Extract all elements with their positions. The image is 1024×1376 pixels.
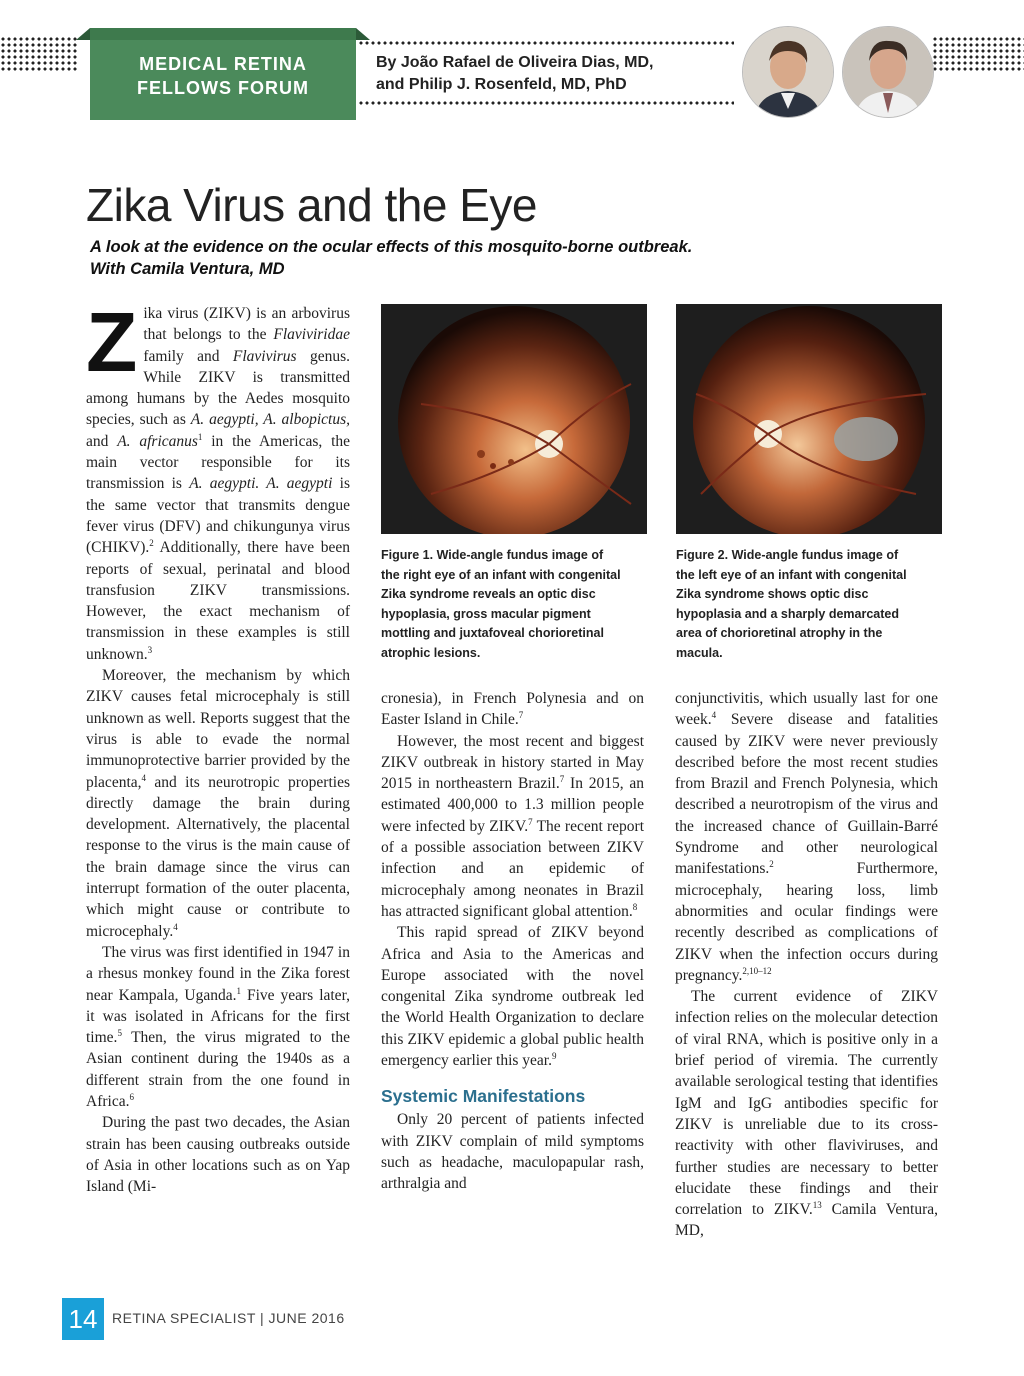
article-subtitle	[90, 236, 692, 280]
section-tab-top	[90, 28, 356, 40]
paragraph: During the past two decades, the Asian strain has been causing outbreaks outside of Asia in other locations such as on Yap Island (Mi-	[86, 1114, 350, 1196]
paragraph: cronesia), in French Polynesia and on Easter Island in Chile.$^7$	[381, 690, 644, 729]
body-column-3	[675, 688, 938, 1242]
article-title: Zika Virus and the Eye	[86, 179, 537, 231]
header-dot-line-bottom	[358, 100, 734, 106]
caption-line: Figure 1. Wide-angle fundus image of	[381, 548, 604, 562]
page-number: 14	[62, 1298, 104, 1340]
caption-line: hypoplasia and a sharply demarcated	[676, 606, 899, 621]
section-tab	[90, 40, 356, 120]
footer-publication: RETINA SPECIALIST | JUNE 2016	[112, 1310, 345, 1326]
section-tab-fold-right	[356, 28, 370, 40]
section-tab-fold-left	[76, 28, 90, 40]
section-tab-line1: MEDICAL RETINA	[139, 54, 307, 74]
paragraph: This rapid spread of ZIKV beyond Africa and Asia to the Americas and Europe associated with the novel congenital Zika syndrome outbreak led the World Health Organization to declare this ZIKV epidemic a global public health emergency earlier this year.$^9$	[381, 924, 644, 1070]
figure-2-fundus-image	[676, 304, 942, 534]
caption-line: macula.	[676, 645, 723, 660]
article-deck: A look at the evidence on the ocular effects of this mosquito-borne outbreak.	[90, 238, 693, 256]
caption-line: atrophic lesions.	[381, 645, 481, 660]
caption-line: mottling and juxtafoveal chorioretinal	[381, 626, 604, 640]
caption-line: the right eye of an infant with congenital	[381, 567, 621, 582]
caption-line: hypoplasia, gross macular pigment	[381, 606, 591, 621]
author-portrait-1	[742, 26, 834, 118]
figure-1-fundus-image	[381, 304, 647, 534]
paragraph: Only 20 percent of patients infected with ZIKV complain of mild symptoms such as headache, maculopapular rash, arthralgia and	[381, 1111, 644, 1193]
caption-line: area of chorioretinal atrophy in the	[676, 626, 883, 640]
byline	[376, 52, 653, 96]
byline-line1: By João Rafael de Oliveira Dias, MD,	[376, 54, 654, 71]
caption-line: Zika syndrome reveals an optic disc	[381, 587, 596, 601]
figure-2-caption	[676, 546, 942, 663]
drop-cap: Z	[86, 295, 138, 389]
body-column-1	[86, 295, 351, 1197]
header-dot-pattern-left	[0, 36, 78, 72]
paragraph: However, the most recent and biggest ZIKV outbreak in history started in May 2015 in northeastern Brazil.$^7$ In 2015, an estimated 400,000 to 1.3 million people were infected by ZIKV.$^7$ The recent report of a possible association between ZIKV infection and an epidemic of microcephaly among neonates in Brazil has attracted significant global attention.$^8$	[381, 732, 645, 920]
caption-line: Figure 2. Wide-angle fundus image of	[676, 548, 899, 562]
caption-line: Zika syndrome shows optic disc	[676, 587, 869, 601]
paragraph: The virus was first identified in 1947 in a rhesus monkey found in the Zika forest near Kampala, Uganda.$^1$ Five years later, it was isolated in Africans for the first time.$^5$ Then, the virus migrated to the Asian continent during the 1940s as a different strain from the one found in Africa.$^6$	[86, 943, 350, 1110]
author-portrait-2	[842, 26, 934, 118]
byline-line2: and Philip J. Rosenfeld, MD, PhD	[376, 76, 627, 93]
article-contributor: With Camila Ventura, MD	[90, 260, 285, 278]
paragraph: Moreover, the mechanism by which ZIKV causes fetal microcephaly is still unknown as well. Reports suggest that the virus is able to evade the normal immunoprotective barrier provided by the placenta,$^4$ and its neurotropic properties directly damage the brain during development. Alternatively, the placental response to the virus is the main cause of the brain damage since the virus can interrupt formation of the outer placenta, which might cause or contribute to microcephaly.$^4$	[86, 667, 350, 940]
paragraph: The current evidence of ZIKV infection relies on the molecular detection of viral RNA, which is positive only in a brief period of viremia. The currently available serological testing that identifies IgM and IgG antibodies specific for ZIKV is unreliable due to its cross-reactivity with other flaviviruses, and further studies are necessary to better elucidate these findings and their correlation to ZIKV.$^{13}$ Camila Ventura, MD,	[675, 988, 938, 1240]
header-dot-pattern-right	[932, 36, 1024, 72]
body-column-2	[381, 688, 644, 1195]
header-dot-line-top	[358, 40, 734, 46]
paragraph: Zika virus (ZIKV) is an arbovirus that belongs to the Flaviviridae family and Flavivirus genus. While ZIKV is transmitted among humans by the Aedes mosquito species, such as A. aegypti, A. albopictus, and A. africanus$^1$ in the Americas, the main vector responsible for its transmission is A. aegypti. A. aegypti is the same vector that transmits dengue fever virus (DFV) and chikungunya virus (CHIKV).$^2$ Additionally, there have been reports of sexual, perinatal and blood transfusion ZIKV transmissions. However, the exact mechanism of transmission in these examples is still unknown.$^3$	[86, 295, 351, 663]
section-heading: Systemic Manifestations	[381, 1086, 586, 1107]
caption-line: the left eye of an infant with congenital	[676, 567, 907, 582]
paragraph: conjunctivitis, which usually last for one week.$^4$ Severe disease and fatalities caused by ZIKV were never previously described before the most recent studies from Brazil and French Polynesia, which described a neurotropism of the virus and the increased chance of Guillain-Barré Syndrome and other neurological manifestations.$^2$ Furthermore, microcephaly, hearing loss, limb abnormities and ocular findings were recently described as complications of ZIKV when the infection occurs during pregnancy.$^{2,10-12}$	[675, 690, 938, 984]
figure-1-caption	[381, 546, 647, 663]
section-tab-line2: FELLOWS FORUM	[137, 78, 309, 98]
